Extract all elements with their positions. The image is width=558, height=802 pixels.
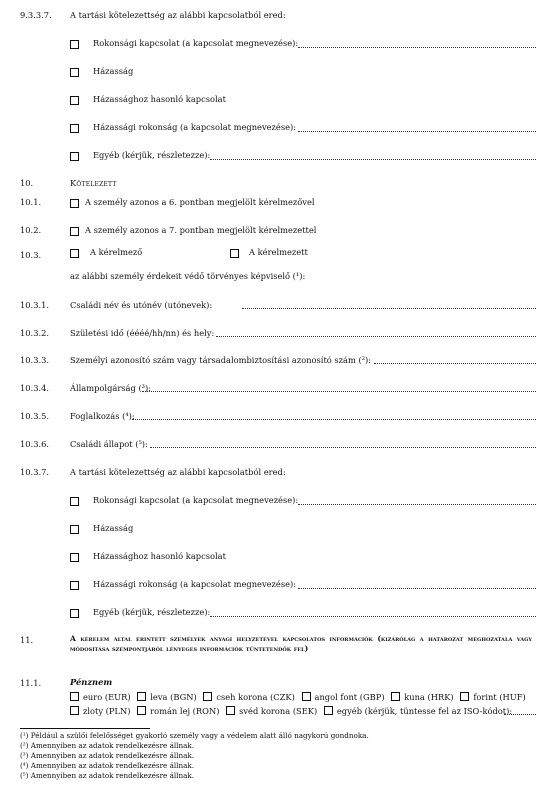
option-label: A kérelmezett [249,247,308,257]
currency-label: zloty (PLN) [83,706,131,716]
section-title: A tartási kötelezettség az alábbi kapcsolatból ered: [70,467,286,477]
marital-input[interactable] [150,447,536,448]
citizenship-input[interactable] [142,391,536,392]
checkbox-similar[interactable] [70,553,79,562]
currency-heading: Pénznem [70,677,113,687]
section-number: 10. [20,178,34,188]
checkbox-inlaw[interactable] [70,124,79,133]
checkbox-other-currency[interactable] [324,706,333,715]
option-label: Rokonsági kapcsolat (a kapcsolat megnevezése): [93,495,299,505]
checkbox-kinship[interactable] [70,497,79,506]
checkbox-inlaw[interactable] [70,581,79,590]
field-number: 10.3.1. [20,300,50,310]
row-number: 10.1. [20,197,42,207]
footnote: (⁵) Amennyiben az adatok rendelkezésre állnak. [20,771,195,780]
checkbox-sek[interactable] [226,706,235,715]
checkbox-pln[interactable] [70,706,79,715]
option-label: Házasság [93,523,134,533]
footnote: (¹) Például a szülői felelősséget gyakorló személy vagy a védelem alatt álló nagykorú gondnoka. [20,731,369,740]
section-title: Kötelezett [70,178,117,188]
field-number: 10.3.4. [20,383,50,393]
footnote: (²) Amennyiben az adatok rendelkezésre állnak. [20,741,195,750]
checkbox-gbp[interactable] [302,692,311,701]
currency-label: egyéb (kérjük, tüntesse fel az ISO-kódot): [336,706,513,716]
currency-label: svéd korona (SEK) [239,706,318,716]
row-number: 10.3. [20,250,42,260]
field-number: 10.3.5. [20,411,50,421]
input-line[interactable] [298,504,536,505]
checkbox-other[interactable] [70,609,79,618]
currency-label: kuna (HRK) [404,692,454,702]
field-label: Családi név és utónév (utónevek): [70,300,213,310]
footnote: (³) Amennyiben az adatok rendelkezésre állnak. [20,751,195,760]
section-title: A kérelem által érintett személyek anyagi helyzetével kapcsolatos információk (kizárólag a határozat meghozatala vagy módosítása szempontjából lényeges információk tüntetendők fel) [70,634,532,653]
checkbox-other[interactable] [70,152,79,161]
currency-label: euro (EUR) [83,692,131,702]
representative-note: az alábbi személy érdekeit védő törvényes képviselő (¹): [70,271,306,281]
field-number: 10.3.2. [20,328,50,338]
name-input[interactable] [242,308,536,309]
input-line[interactable] [298,131,536,132]
section-title: A tartási kötelezettség az alábbi kapcsolatból ered: [70,10,286,20]
field-label: Születési idő (éééé/hh/nn) és hely: [70,328,215,338]
field-number: 10.3.6. [20,439,50,449]
field-label: Foglalkozás (⁴): [70,411,135,421]
checkbox-huf[interactable] [460,692,469,701]
checkbox-marriage[interactable] [70,525,79,534]
currency-label: román lej (RON) [150,706,220,716]
option-label: Házassághoz hasonló kapcsolat [93,551,226,561]
occupation-input[interactable] [132,419,536,420]
option-label: Egyéb (kérjük, részletezze): [93,607,211,617]
checkbox-ron[interactable] [137,706,146,715]
footnote-rule [20,728,150,729]
checkbox-eur[interactable] [70,692,79,701]
option-label: Rokonsági kapcsolat (a kapcsolat megnevezése): [93,38,299,48]
input-line[interactable] [210,159,536,160]
section-number: 10.3.7. [20,467,50,477]
id-input[interactable] [374,363,536,364]
row-label: A személy azonos a 6. pontban megjelölt kérelmezővel [85,197,315,207]
section-number: 9.3.3.7. [20,10,52,20]
section-number: 11. [20,635,34,645]
option-label: A kérelmező [90,247,143,257]
option-label: Házassági rokonság (a kapcsolat megnevezése): [93,122,297,132]
iso-code-input[interactable] [504,714,536,715]
currency-label: cseh korona (CZK) [216,692,295,702]
birth-input[interactable] [216,336,536,337]
checkbox-hrk[interactable] [391,692,400,701]
checkbox-marriage[interactable] [70,68,79,77]
row-label: A személy azonos a 7. pontban megjelölt kérelmezettel [85,225,317,235]
field-label: Állampolgárság (³): [70,383,152,393]
field-label: Családi állapot (⁵): [70,439,148,449]
option-label: Egyéb (kérjük, részletezze): [93,150,211,160]
currency-label: forint (HUF) [473,692,526,702]
checkbox-same-as-6[interactable] [70,199,79,208]
option-label: Házassági rokonság (a kapcsolat megnevezése): [93,579,297,589]
checkbox-applicant[interactable] [70,249,79,258]
checkbox-czk[interactable] [203,692,212,701]
checkbox-same-as-7[interactable] [70,227,79,236]
input-line[interactable] [298,588,536,589]
currency-row-2 [70,706,512,716]
currency-label: leva (BGN) [150,692,197,702]
checkbox-kinship[interactable] [70,40,79,49]
input-line[interactable] [298,47,536,48]
option-label: Házasság [93,66,134,76]
checkbox-similar[interactable] [70,96,79,105]
option-label: Házassághoz hasonló kapcsolat [93,94,226,104]
row-number: 11.1. [20,678,42,688]
field-label: Személyi azonosító szám vagy társadalombiztosítási azonosító szám (²): [70,355,372,365]
input-line[interactable] [210,616,536,617]
footnote: (⁴) Amennyiben az adatok rendelkezésre állnak. [20,761,195,770]
checkbox-respondent[interactable] [230,249,239,258]
field-number: 10.3.3. [20,355,50,365]
currency-row-1 [70,692,526,702]
row-number: 10.2. [20,225,42,235]
currency-label: angol font (GBP) [314,692,385,702]
checkbox-bgn[interactable] [137,692,146,701]
